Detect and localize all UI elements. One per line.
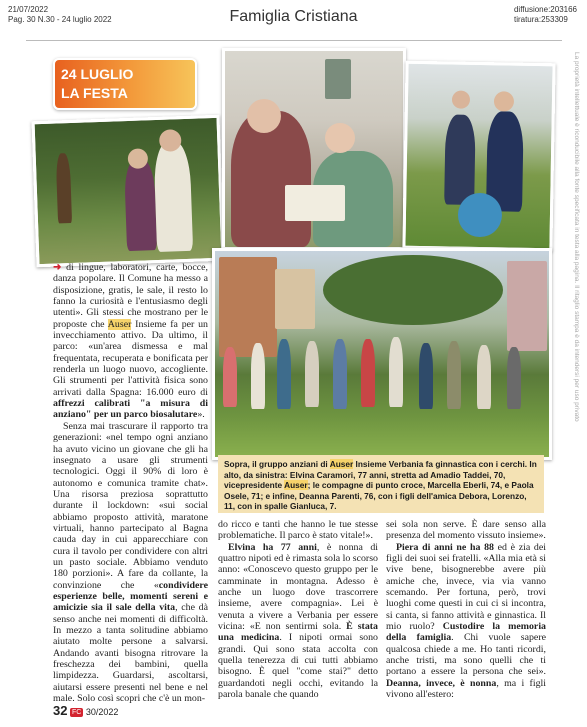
col3-bold-1: Piera di anni ne ha 88 <box>396 541 494 553</box>
col1-text-2: Insieme fa per un invecchiamento attivo. Da ultimo, il parco: «un'area dismessa e mal frequentata, recuperata e bonificata per renderla un luogo nuovo, accogliente. Gli strumenti per l'attività fisica sono arrivati dalla Spagna: 16.000 euro di <box>53 318 208 398</box>
person-2 <box>251 343 265 409</box>
person-8 <box>419 343 433 409</box>
col2-text-3: . I nipoti ormai sono grandi. Qui sono stata accolta con quella tenerezza di cui tutti abbiamo bisogno. È quel "come stai?" detto guardandoti negli occhi, evitando la parola banale che quando <box>218 632 378 701</box>
building-left <box>219 257 277 357</box>
person-1 <box>223 347 237 407</box>
header-tiratura: tiratura:253309 <box>513 15 568 24</box>
col2-text-2: , è nonna di quattro nipoti ed è rimasta sola lo scorso anno: «Conoscevo questo gruppo per le camminate in montagna. Adesso è anche un luogo dove trascorrere insieme, avere compagnia». Lei è venuta a vivere a Verbania per essere vicina: «E non sentirmi sola. <box>218 541 378 633</box>
woman-head <box>494 91 514 111</box>
article-column-1 <box>53 262 208 704</box>
col1-text-5: , che dà senso anche nei momenti di difficoltà. In mezzo a tanta solitudine abbiamo aiutato molte persone a salvarsi. Andando avanti bisogna ritrovare la freschezza dei bambini, quella limpidezza. Guardarsi, ascoltarsi, aiutarsi essere presenti nel bene e nel male. Solo così scopri che c'è un mon- <box>53 602 208 705</box>
col1-text-3: ». <box>197 409 205 421</box>
col1-text-4: Senza mai trascurare il rapporto tra generazioni: «nel tempo ogni anziano ha avuto vicino un giovane che gli ha insegnato a usare gli strumenti tecnologici. Oggi il 90% di loro è autonomo e comunica tramite chat». Una risorsa preziosa soprattutto durante il lockdown: «sui social abbiamo proposto attività, maratone virtuali, hanno partecipato al Bagna cauda day in cui apparecchiare con cura il tavolo per condividere con altri un pasto sociale. Abbiamo venduto 180 porzioni». A fare da collante, la convinzione che « <box>53 420 208 591</box>
badge-date: 24 LUGLIO <box>61 66 134 82</box>
article-column-3 <box>386 519 546 701</box>
embroidery-cloth <box>285 185 345 221</box>
header-page-info: Pag. 30 N.30 - 24 luglio 2022 <box>8 15 112 24</box>
person-7 <box>389 337 403 407</box>
header-diffusione: diffusione:203166 <box>513 5 577 14</box>
caption-text-2: Insieme Verbania fa ginnastica con i cerchi. In alto, da sinistra: Elvina Caramori, 77 anni, stretta ad Amadio Taddei, 70, vicepresidente <box>224 459 537 491</box>
person-10 <box>477 345 491 409</box>
building-middle <box>275 269 315 329</box>
col2-bold-2: È stata una medicina <box>218 621 378 644</box>
col3-text-2: ed è zia dei figli dei suoi sei fratelli. «Alla mia età si vive bene, bisognerebbe avere più amiche che, invece, via via vanno scemando. Per fortuna, però, trovi luoghi come questi in cui ci si incontra, si canta, si fanno attività e ginnastica. Il mio ruolo? <box>386 541 546 633</box>
copyright-side-note: La proprietà intellettuale è riconducibile alla fonte specificata in testa alla pagina. Il ritaglio stampa è da intendersi per uso privato <box>573 52 580 422</box>
header-right <box>514 5 577 25</box>
boy-figure <box>444 114 476 205</box>
col3-bold-2: Custodire la memoria della famiglia <box>386 621 546 644</box>
photo-couple-garden <box>32 115 225 267</box>
tree-canopy <box>323 255 503 325</box>
caption-highlight-2: Auser <box>284 480 308 491</box>
col2-bold-1: Elvina ha 77 anni <box>228 541 317 553</box>
caption-highlight-1: Auser <box>329 459 354 469</box>
col3-bold-3: Deanna, invece, è nonna <box>386 677 497 689</box>
col1-bold-1: affrezzi calibrati "a misura di anziano" per un parco biosalutare <box>53 398 208 421</box>
header-date: 21/07/2022 <box>8 5 49 14</box>
page-number: 32 <box>53 703 68 718</box>
boy-head <box>452 91 470 109</box>
caption-text-3: ; le compagne di punto croce, Marcella Eberli, 74, e Paola Osele, 71; e infine, Deanna Parenti, 76, con i figli dell'amica Debora, Lorenzo, 11, con in spalle Gianluca, 7. <box>224 480 534 512</box>
col1-bold-2: condividere esperienze belle, momenti sereni e amicizie sia il sale della vita <box>53 579 208 614</box>
person-11 <box>507 347 521 409</box>
col1-highlight: Auser <box>107 318 132 330</box>
photo-grandmother-children <box>402 61 555 252</box>
woman-right-head <box>325 123 355 153</box>
person-4 <box>305 341 319 407</box>
woman-left-head <box>247 99 281 133</box>
photo-group-exercise <box>212 248 552 460</box>
woman-figure <box>124 158 157 251</box>
col3-text-1: sei sola non serve. È dare senso alla presenza del momento vissuto insieme». <box>386 519 546 542</box>
building-right <box>507 261 547 351</box>
festa-badge <box>53 58 197 110</box>
publication-title: Famiglia Cristiana <box>229 8 358 25</box>
photo-caption <box>218 455 544 513</box>
person-5 <box>333 339 347 409</box>
col2-text-1: do ricco e tanti che hanno le tue stesse problematiche. Il parco è stato vitale!». <box>218 519 378 542</box>
person-9 <box>447 341 461 409</box>
continuation-arrow-icon: ➜ <box>53 262 62 273</box>
badge-label: LA FESTA <box>61 85 128 101</box>
person-6 <box>361 339 375 407</box>
issue-number: 30/2022 <box>85 707 119 717</box>
tree-trunk <box>56 153 72 223</box>
col1-text-1: di lingue, laboratori, carte, bocce, danza popolare. Il Comune ha messo a disposizione, gratis, le sale, il resto lo fanno la curiosità e l'entusiasmo degli utenti». Gli stessi che mostrano per le proposte che <box>53 262 208 330</box>
photo-cross-stitch-women <box>222 48 406 250</box>
window <box>325 59 351 99</box>
article-column-2 <box>218 519 378 701</box>
exercise-ball <box>458 193 503 238</box>
page-footer <box>53 703 118 718</box>
col3-text-4: , ma i figli vivono all'estero: <box>386 677 546 701</box>
fc-logo: FC <box>71 709 82 717</box>
man-figure <box>153 141 193 252</box>
person-3 <box>277 339 291 409</box>
header-divider <box>26 40 562 41</box>
page-header <box>0 0 587 38</box>
caption-text-1: Sopra, il gruppo anziani di <box>224 459 330 469</box>
col3-text-3: . Chi vuole sapere qualcosa chiede a me. Ho tanti ricordi, anche tristi, ma sono quelli che ti portano a essere la persona che sei». <box>386 632 546 678</box>
